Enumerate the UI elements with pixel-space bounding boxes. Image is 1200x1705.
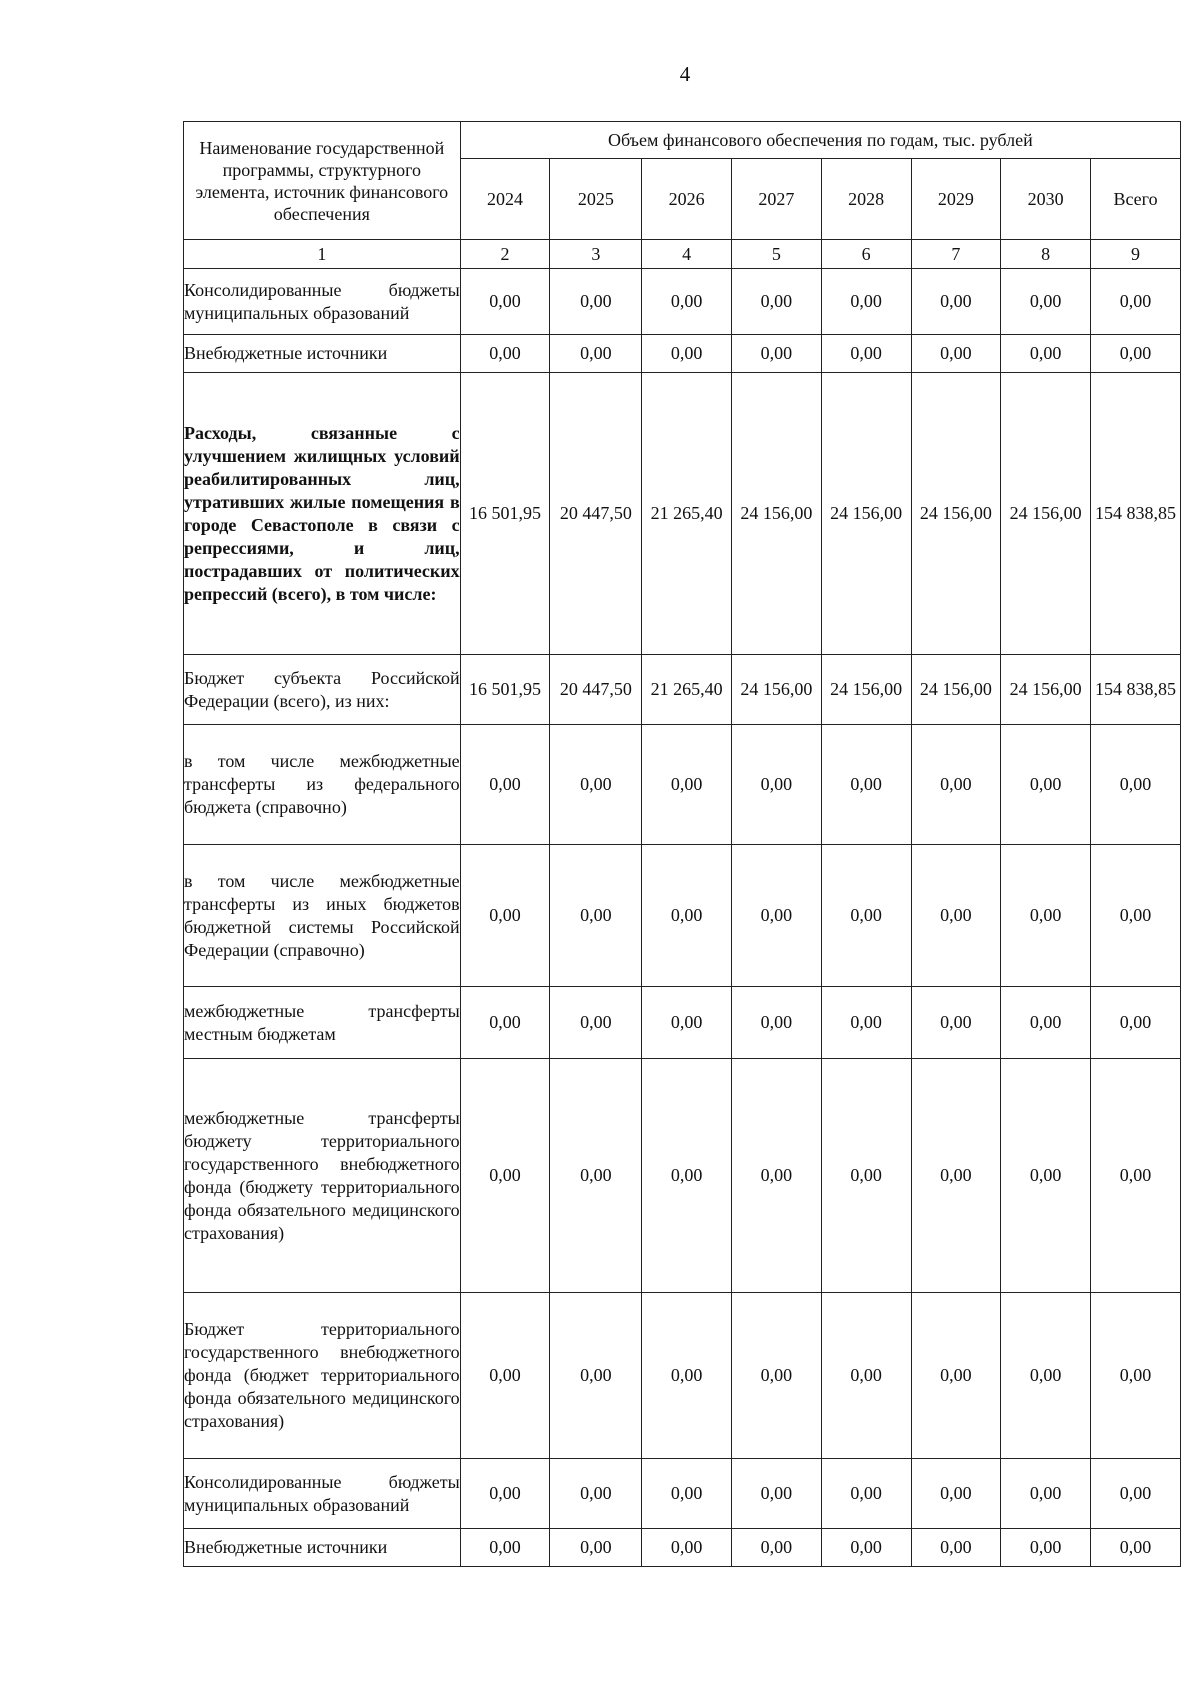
- row-name: межбюджетные трансферты бюджету территориального государственного внебюджетного фонда (бюджету территориального фонда обязательного медицинского страхования): [184, 1059, 461, 1293]
- row-year-value: 0,00: [821, 845, 911, 987]
- row-year-value: 0,00: [1001, 1459, 1091, 1529]
- row-year-value: 24 156,00: [1001, 655, 1091, 725]
- row-year-value: 0,00: [550, 1059, 642, 1293]
- row-year-value: 0,00: [642, 725, 732, 845]
- row-year-value: 0,00: [732, 987, 822, 1059]
- row-year-value: 20 447,50: [550, 655, 642, 725]
- row-name: Расходы, связанные с улучшением жилищных условий реабилитированных лиц, утративших жилые помещения в городе Севастополе в связи с репрессиями, и лиц, пострадавших от политических репрессий (всего), в том числе:: [184, 373, 461, 655]
- row-year-value: 0,00: [550, 1293, 642, 1459]
- row-year-value: 24 156,00: [732, 655, 822, 725]
- row-year-value: 0,00: [460, 987, 550, 1059]
- row-year-value: 0,00: [642, 1459, 732, 1529]
- header-name-column: Наименование государственной программы, структурного элемента, источник финансового обеспечения: [184, 122, 461, 240]
- table-row: [184, 1059, 1181, 1293]
- row-year-value: 0,00: [911, 1529, 1001, 1567]
- row-year-value: 24 156,00: [732, 373, 822, 655]
- row-year-value: 0,00: [550, 725, 642, 845]
- row-year-value: 0,00: [460, 335, 550, 373]
- row-year-value: 20 447,50: [550, 373, 642, 655]
- row-year-value: 0,00: [1001, 1293, 1091, 1459]
- table-row: [184, 655, 1181, 725]
- row-year-value: 0,00: [732, 1293, 822, 1459]
- financing-table: [183, 121, 1181, 1567]
- column-number: 2: [460, 240, 550, 269]
- row-year-value: 0,00: [460, 1459, 550, 1529]
- row-year-value: 16 501,95: [460, 655, 550, 725]
- table-body: [184, 269, 1181, 1567]
- row-year-value: 0,00: [732, 1459, 822, 1529]
- row-year-value: 21 265,40: [642, 373, 732, 655]
- row-total-value: 0,00: [1091, 725, 1181, 845]
- header-total: Всего: [1091, 159, 1181, 240]
- row-year-value: 0,00: [732, 845, 822, 987]
- row-year-value: 0,00: [1001, 725, 1091, 845]
- row-year-value: 0,00: [550, 335, 642, 373]
- row-year-value: 0,00: [821, 1459, 911, 1529]
- row-year-value: 0,00: [911, 845, 1001, 987]
- row-year-value: 0,00: [821, 987, 911, 1059]
- row-year-value: 0,00: [911, 1059, 1001, 1293]
- row-year-value: 0,00: [460, 269, 550, 335]
- row-year-value: 0,00: [911, 1459, 1001, 1529]
- row-name: Бюджет субъекта Российской Федерации (всего), из них:: [184, 655, 461, 725]
- column-number: 4: [642, 240, 732, 269]
- row-total-value: 0,00: [1091, 845, 1181, 987]
- column-number: 6: [821, 240, 911, 269]
- row-year-value: 24 156,00: [911, 655, 1001, 725]
- row-year-value: 0,00: [1001, 335, 1091, 373]
- row-year-value: 0,00: [732, 269, 822, 335]
- row-year-value: 0,00: [642, 269, 732, 335]
- row-total-value: 154 838,85: [1091, 373, 1181, 655]
- row-year-value: 0,00: [821, 335, 911, 373]
- row-year-value: 0,00: [911, 335, 1001, 373]
- row-year-value: 0,00: [732, 335, 822, 373]
- row-year-value: 0,00: [642, 1293, 732, 1459]
- column-number: 7: [911, 240, 1001, 269]
- row-year-value: 0,00: [821, 725, 911, 845]
- row-year-value: 0,00: [550, 1459, 642, 1529]
- row-year-value: 24 156,00: [911, 373, 1001, 655]
- row-year-value: 0,00: [1001, 1529, 1091, 1567]
- row-year-value: 0,00: [732, 1529, 822, 1567]
- row-year-value: 0,00: [1001, 987, 1091, 1059]
- column-number-row: [184, 240, 1181, 269]
- header-year: 2024: [460, 159, 550, 240]
- row-year-value: 0,00: [1001, 1059, 1091, 1293]
- header-year: 2027: [732, 159, 822, 240]
- row-year-value: 0,00: [550, 269, 642, 335]
- row-year-value: 0,00: [642, 1059, 732, 1293]
- row-name: Консолидированные бюджеты муниципальных образований: [184, 1459, 461, 1529]
- row-year-value: 24 156,00: [1001, 373, 1091, 655]
- row-year-value: 0,00: [1001, 269, 1091, 335]
- header-year: 2029: [911, 159, 1001, 240]
- row-total-value: 0,00: [1091, 987, 1181, 1059]
- header-row-caption: [184, 122, 1181, 159]
- row-total-value: 0,00: [1091, 1459, 1181, 1529]
- table-row: [184, 845, 1181, 987]
- header-volume-caption: Объем финансового обеспечения по годам, тыс. рублей: [460, 122, 1180, 159]
- header-year: 2030: [1001, 159, 1091, 240]
- row-year-value: 0,00: [732, 725, 822, 845]
- row-total-value: 0,00: [1091, 335, 1181, 373]
- header-year: 2028: [821, 159, 911, 240]
- row-total-value: 0,00: [1091, 1059, 1181, 1293]
- row-year-value: 21 265,40: [642, 655, 732, 725]
- row-year-value: 0,00: [732, 1059, 822, 1293]
- page-number: 4: [679, 62, 691, 86]
- table-row: [184, 269, 1181, 335]
- row-year-value: 0,00: [1001, 845, 1091, 987]
- row-year-value: 0,00: [550, 987, 642, 1059]
- row-year-value: 0,00: [821, 1293, 911, 1459]
- row-year-value: 24 156,00: [821, 373, 911, 655]
- header-year: 2026: [642, 159, 732, 240]
- table-row: [184, 1529, 1181, 1567]
- row-year-value: 0,00: [911, 269, 1001, 335]
- row-year-value: 0,00: [642, 335, 732, 373]
- row-total-value: 0,00: [1091, 1529, 1181, 1567]
- row-year-value: 0,00: [460, 845, 550, 987]
- row-name: в том числе межбюджетные трансферты из иных бюджетов бюджетной системы Российской Федерации (справочно): [184, 845, 461, 987]
- column-number: 8: [1001, 240, 1091, 269]
- table-row: [184, 1293, 1181, 1459]
- row-year-value: 0,00: [821, 1059, 911, 1293]
- header-year: 2025: [550, 159, 642, 240]
- row-year-value: 0,00: [460, 1529, 550, 1567]
- row-year-value: 0,00: [550, 1529, 642, 1567]
- row-year-value: 24 156,00: [821, 655, 911, 725]
- row-year-value: 0,00: [550, 845, 642, 987]
- row-name: межбюджетные трансферты местным бюджетам: [184, 987, 461, 1059]
- row-year-value: 0,00: [821, 1529, 911, 1567]
- table-row: [184, 725, 1181, 845]
- row-year-value: 0,00: [460, 725, 550, 845]
- table-row: [184, 373, 1181, 655]
- row-name: в том числе межбюджетные трансферты из федерального бюджета (справочно): [184, 725, 461, 845]
- row-year-value: 0,00: [911, 725, 1001, 845]
- row-year-value: 0,00: [642, 1529, 732, 1567]
- row-year-value: 0,00: [911, 1293, 1001, 1459]
- row-year-value: 0,00: [642, 845, 732, 987]
- table-row: [184, 987, 1181, 1059]
- column-number: 5: [732, 240, 822, 269]
- row-name: Внебюджетные источники: [184, 335, 461, 373]
- column-number: 1: [184, 240, 461, 269]
- row-total-value: 154 838,85: [1091, 655, 1181, 725]
- row-year-value: 0,00: [460, 1059, 550, 1293]
- table-row: [184, 1459, 1181, 1529]
- row-year-value: 16 501,95: [460, 373, 550, 655]
- row-year-value: 0,00: [642, 987, 732, 1059]
- row-name: Консолидированные бюджеты муниципальных образований: [184, 269, 461, 335]
- row-year-value: 0,00: [460, 1293, 550, 1459]
- row-year-value: 0,00: [911, 987, 1001, 1059]
- row-total-value: 0,00: [1091, 1293, 1181, 1459]
- column-number: 3: [550, 240, 642, 269]
- row-name: Внебюджетные источники: [184, 1529, 461, 1567]
- row-year-value: 0,00: [821, 269, 911, 335]
- table-row: [184, 335, 1181, 373]
- row-total-value: 0,00: [1091, 269, 1181, 335]
- row-name: Бюджет территориального государственного внебюджетного фонда (бюджет территориального фонда обязательного медицинского страхования): [184, 1293, 461, 1459]
- column-number: 9: [1091, 240, 1181, 269]
